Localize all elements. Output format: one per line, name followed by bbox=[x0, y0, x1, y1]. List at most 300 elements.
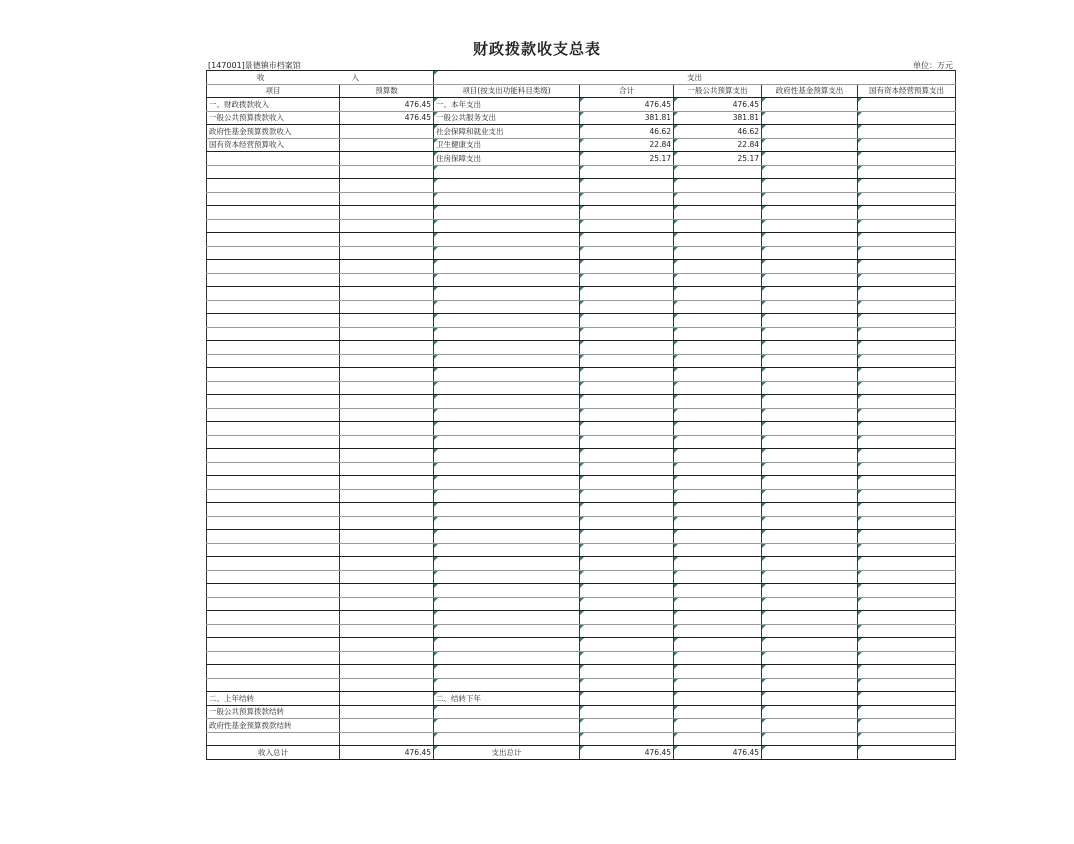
cell-income-budget bbox=[340, 327, 434, 341]
cell-expense-item bbox=[434, 327, 580, 341]
cell-expense-capital bbox=[858, 179, 956, 193]
organization-label: [147001]景德镇市档案馆 bbox=[208, 61, 301, 70]
cell-expense-fund bbox=[762, 584, 858, 598]
cell-expense-general bbox=[674, 624, 762, 638]
cell-income-item bbox=[207, 557, 340, 571]
cell-expense-capital bbox=[858, 165, 956, 179]
cell-expense-total bbox=[580, 273, 674, 287]
cell-expense-capital bbox=[858, 449, 956, 463]
cell-income-budget bbox=[340, 611, 434, 625]
cell-expense-total bbox=[580, 489, 674, 503]
cell-expense-capital bbox=[858, 516, 956, 530]
cell-expense-fund bbox=[762, 530, 858, 544]
cell-expense-general bbox=[674, 422, 762, 436]
cell-expense-capital bbox=[858, 152, 956, 166]
cell-expense-fund bbox=[762, 489, 858, 503]
cell-expense-total bbox=[580, 206, 674, 220]
cell-expense-general bbox=[674, 219, 762, 233]
cell-expense-total bbox=[580, 476, 674, 490]
table-row bbox=[207, 678, 956, 692]
cell-expense-fund bbox=[762, 638, 858, 652]
cell-expense-general bbox=[674, 273, 762, 287]
cell-expense-fund bbox=[762, 179, 858, 193]
table-row bbox=[207, 705, 956, 719]
cell-income-item: 收入总计 bbox=[207, 746, 340, 760]
cell-income-item bbox=[207, 611, 340, 625]
section-header-row bbox=[207, 71, 956, 85]
cell-income-item bbox=[207, 651, 340, 665]
cell-expense-general bbox=[674, 435, 762, 449]
cell-income-budget bbox=[340, 422, 434, 436]
cell-expense-total: 476.45 bbox=[580, 746, 674, 760]
cell-expense-total bbox=[580, 503, 674, 517]
cell-income-budget bbox=[340, 597, 434, 611]
column-header-row bbox=[207, 84, 956, 98]
cell-expense-fund bbox=[762, 206, 858, 220]
cell-expense-item bbox=[434, 732, 580, 746]
cell-income-budget bbox=[340, 152, 434, 166]
totals-row bbox=[207, 746, 956, 760]
cell-expense-capital bbox=[858, 300, 956, 314]
table-row bbox=[207, 611, 956, 625]
table-row bbox=[207, 125, 956, 139]
cell-expense-total bbox=[580, 665, 674, 679]
table-row bbox=[207, 206, 956, 220]
cell-expense-capital bbox=[858, 287, 956, 301]
cell-expense-total bbox=[580, 516, 674, 530]
cell-expense-capital bbox=[858, 530, 956, 544]
table-row bbox=[207, 557, 956, 571]
cell-expense-fund bbox=[762, 327, 858, 341]
cell-expense-item: 支出总计 bbox=[434, 746, 580, 760]
cell-income-budget bbox=[340, 381, 434, 395]
cell-expense-capital bbox=[858, 462, 956, 476]
cell-expense-total bbox=[580, 327, 674, 341]
cell-expense-general bbox=[674, 408, 762, 422]
cell-income-budget: 476.45 bbox=[340, 111, 434, 125]
table-row bbox=[207, 300, 956, 314]
cell-income-budget bbox=[340, 584, 434, 598]
table-row bbox=[207, 395, 956, 409]
cell-expense-capital bbox=[858, 665, 956, 679]
cell-expense-total bbox=[580, 638, 674, 652]
cell-income-item bbox=[207, 314, 340, 328]
cell-income-budget bbox=[340, 233, 434, 247]
budget-table bbox=[206, 70, 956, 760]
table-row bbox=[207, 732, 956, 746]
cell-income-item bbox=[207, 516, 340, 530]
cell-income-item bbox=[207, 233, 340, 247]
cell-expense-total bbox=[580, 179, 674, 193]
cell-expense-fund bbox=[762, 678, 858, 692]
cell-expense-item: 卫生健康支出 bbox=[434, 138, 580, 152]
cell-income-budget bbox=[340, 503, 434, 517]
cell-expense-total bbox=[580, 435, 674, 449]
cell-income-budget bbox=[340, 206, 434, 220]
cell-expense-item bbox=[434, 543, 580, 557]
cell-expense-capital bbox=[858, 206, 956, 220]
cell-expense-total bbox=[580, 624, 674, 638]
cell-expense-general: 476.45 bbox=[674, 746, 762, 760]
cell-income-budget bbox=[340, 530, 434, 544]
cell-expense-fund bbox=[762, 611, 858, 625]
cell-expense-general bbox=[674, 233, 762, 247]
cell-income-budget bbox=[340, 462, 434, 476]
cell-expense-total bbox=[580, 530, 674, 544]
cell-income-item bbox=[207, 678, 340, 692]
cell-expense-item bbox=[434, 705, 580, 719]
cell-income-item bbox=[207, 368, 340, 382]
table-row bbox=[207, 381, 956, 395]
cell-expense-capital bbox=[858, 192, 956, 206]
cell-expense-capital bbox=[858, 570, 956, 584]
cell-expense-item bbox=[434, 300, 580, 314]
cell-income-budget bbox=[340, 476, 434, 490]
col-header-total: 合计 bbox=[580, 84, 674, 98]
cell-income-budget bbox=[340, 179, 434, 193]
cell-expense-total bbox=[580, 543, 674, 557]
table-row bbox=[207, 327, 956, 341]
cell-expense-capital bbox=[858, 260, 956, 274]
cell-expense-capital bbox=[858, 408, 956, 422]
cell-expense-total bbox=[580, 678, 674, 692]
table-row bbox=[207, 624, 956, 638]
col-header-general: 一般公共预算支出 bbox=[674, 84, 762, 98]
table-row bbox=[207, 192, 956, 206]
cell-expense-general bbox=[674, 206, 762, 220]
table-row bbox=[207, 584, 956, 598]
cell-expense-fund bbox=[762, 692, 858, 706]
cell-income-budget bbox=[340, 489, 434, 503]
cell-expense-general bbox=[674, 597, 762, 611]
cell-income-item bbox=[207, 300, 340, 314]
table-row bbox=[207, 152, 956, 166]
cell-expense-fund bbox=[762, 138, 858, 152]
cell-income-item bbox=[207, 584, 340, 598]
cell-expense-general bbox=[674, 503, 762, 517]
cell-income-item bbox=[207, 327, 340, 341]
cell-expense-total bbox=[580, 584, 674, 598]
cell-expense-capital bbox=[858, 638, 956, 652]
table-row bbox=[207, 665, 956, 679]
cell-expense-fund bbox=[762, 746, 858, 760]
cell-expense-item bbox=[434, 651, 580, 665]
cell-expense-general bbox=[674, 543, 762, 557]
cell-expense-total bbox=[580, 314, 674, 328]
table-row bbox=[207, 179, 956, 193]
cell-expense-total bbox=[580, 597, 674, 611]
cell-expense-total bbox=[580, 165, 674, 179]
cell-income-item bbox=[207, 476, 340, 490]
cell-expense-total bbox=[580, 422, 674, 436]
cell-expense-general bbox=[674, 489, 762, 503]
cell-income-item bbox=[207, 381, 340, 395]
cell-income-item bbox=[207, 260, 340, 274]
cell-income-budget bbox=[340, 543, 434, 557]
cell-expense-total bbox=[580, 449, 674, 463]
cell-expense-general: 22.84 bbox=[674, 138, 762, 152]
cell-expense-fund bbox=[762, 354, 858, 368]
cell-expense-fund bbox=[762, 503, 858, 517]
cell-expense-item: 一般公共服务支出 bbox=[434, 111, 580, 125]
cell-expense-fund bbox=[762, 287, 858, 301]
cell-expense-total bbox=[580, 732, 674, 746]
cell-income-budget bbox=[340, 692, 434, 706]
cell-expense-item bbox=[434, 192, 580, 206]
cell-expense-total: 476.45 bbox=[580, 98, 674, 112]
cell-expense-item bbox=[434, 597, 580, 611]
cell-expense-item bbox=[434, 287, 580, 301]
cell-expense-capital bbox=[858, 341, 956, 355]
cell-expense-capital bbox=[858, 651, 956, 665]
table-row bbox=[207, 98, 956, 112]
cell-income-budget bbox=[340, 719, 434, 733]
table-row bbox=[207, 570, 956, 584]
cell-income-item bbox=[207, 408, 340, 422]
cell-expense-capital bbox=[858, 732, 956, 746]
cell-expense-item bbox=[434, 368, 580, 382]
cell-expense-capital bbox=[858, 543, 956, 557]
table-row bbox=[207, 233, 956, 247]
cell-income-budget bbox=[340, 651, 434, 665]
cell-expense-capital bbox=[858, 138, 956, 152]
cell-income-item: 国有资本经营预算收入 bbox=[207, 138, 340, 152]
cell-expense-fund bbox=[762, 705, 858, 719]
cell-income-item bbox=[207, 395, 340, 409]
cell-expense-general bbox=[674, 557, 762, 571]
cell-expense-capital bbox=[858, 503, 956, 517]
cell-expense-item bbox=[434, 638, 580, 652]
table-row bbox=[207, 489, 956, 503]
cell-expense-general bbox=[674, 368, 762, 382]
cell-expense-item bbox=[434, 570, 580, 584]
cell-expense-general bbox=[674, 246, 762, 260]
cell-expense-item bbox=[434, 314, 580, 328]
cell-expense-fund bbox=[762, 422, 858, 436]
cell-income-budget bbox=[340, 557, 434, 571]
cell-income-item bbox=[207, 192, 340, 206]
cell-expense-total bbox=[580, 341, 674, 355]
cell-expense-general bbox=[674, 692, 762, 706]
col-header-capital: 国有资本经营预算支出 bbox=[858, 84, 956, 98]
cell-income-budget: 476.45 bbox=[340, 746, 434, 760]
cell-income-budget bbox=[340, 354, 434, 368]
cell-income-item bbox=[207, 597, 340, 611]
cell-expense-total bbox=[580, 300, 674, 314]
cell-expense-fund bbox=[762, 152, 858, 166]
cell-income-budget bbox=[340, 314, 434, 328]
cell-expense-item bbox=[434, 219, 580, 233]
table-row bbox=[207, 260, 956, 274]
cell-expense-total bbox=[580, 233, 674, 247]
cell-income-item: 政府性基金预算拨款收入 bbox=[207, 125, 340, 139]
cell-income-budget bbox=[340, 300, 434, 314]
cell-expense-total bbox=[580, 219, 674, 233]
cell-income-budget bbox=[340, 408, 434, 422]
cell-income-budget bbox=[340, 570, 434, 584]
table-row bbox=[207, 476, 956, 490]
cell-expense-total bbox=[580, 705, 674, 719]
cell-expense-total bbox=[580, 611, 674, 625]
cell-income-budget bbox=[340, 732, 434, 746]
cell-expense-general bbox=[674, 678, 762, 692]
cell-expense-general bbox=[674, 611, 762, 625]
cell-expense-total: 381.81 bbox=[580, 111, 674, 125]
cell-expense-fund bbox=[762, 476, 858, 490]
col-header-budget: 预算数 bbox=[340, 84, 434, 98]
cell-income-item: 一般公共预算拨款结转 bbox=[207, 705, 340, 719]
cell-income-budget bbox=[340, 705, 434, 719]
cell-expense-item bbox=[434, 435, 580, 449]
cell-income-item bbox=[207, 732, 340, 746]
cell-income-item: 一、财政拨款收入 bbox=[207, 98, 340, 112]
cell-expense-capital bbox=[858, 246, 956, 260]
table-row bbox=[207, 435, 956, 449]
table-row bbox=[207, 287, 956, 301]
cell-expense-fund bbox=[762, 314, 858, 328]
cell-expense-total bbox=[580, 246, 674, 260]
cell-expense-item bbox=[434, 233, 580, 247]
cell-expense-item: 二、结转下年 bbox=[434, 692, 580, 706]
cell-expense-fund bbox=[762, 233, 858, 247]
cell-income-item bbox=[207, 179, 340, 193]
cell-expense-general bbox=[674, 719, 762, 733]
cell-expense-general bbox=[674, 476, 762, 490]
cell-expense-item bbox=[434, 624, 580, 638]
cell-expense-capital bbox=[858, 705, 956, 719]
cell-expense-capital bbox=[858, 435, 956, 449]
cell-expense-capital bbox=[858, 476, 956, 490]
cell-expense-fund bbox=[762, 557, 858, 571]
cell-expense-total: 46.62 bbox=[580, 125, 674, 139]
table-row bbox=[207, 354, 956, 368]
cell-expense-fund bbox=[762, 98, 858, 112]
table-row bbox=[207, 530, 956, 544]
cell-expense-fund bbox=[762, 300, 858, 314]
cell-expense-total bbox=[580, 651, 674, 665]
cell-expense-capital bbox=[858, 611, 956, 625]
table-row bbox=[207, 719, 956, 733]
cell-expense-item: 一、本年支出 bbox=[434, 98, 580, 112]
cell-expense-capital bbox=[858, 597, 956, 611]
cell-income-budget bbox=[340, 368, 434, 382]
cell-income-item bbox=[207, 422, 340, 436]
cell-income-item bbox=[207, 570, 340, 584]
cell-income-item bbox=[207, 354, 340, 368]
cell-expense-general bbox=[674, 341, 762, 355]
cell-expense-item bbox=[434, 165, 580, 179]
table-row bbox=[207, 462, 956, 476]
cell-expense-item bbox=[434, 462, 580, 476]
cell-expense-capital bbox=[858, 557, 956, 571]
cell-income-budget bbox=[340, 435, 434, 449]
cell-income-budget bbox=[340, 246, 434, 260]
cell-expense-item bbox=[434, 476, 580, 490]
cell-expense-capital bbox=[858, 746, 956, 760]
cell-income-budget bbox=[340, 341, 434, 355]
cell-expense-fund bbox=[762, 665, 858, 679]
cell-expense-item bbox=[434, 179, 580, 193]
cell-income-item bbox=[207, 165, 340, 179]
cell-expense-total bbox=[580, 381, 674, 395]
cell-income-item bbox=[207, 341, 340, 355]
cell-expense-fund bbox=[762, 408, 858, 422]
table-row bbox=[207, 543, 956, 557]
cell-expense-capital bbox=[858, 422, 956, 436]
cell-expense-item bbox=[434, 678, 580, 692]
cell-expense-item bbox=[434, 341, 580, 355]
cell-income-item bbox=[207, 638, 340, 652]
cell-expense-item bbox=[434, 503, 580, 517]
cell-income-budget bbox=[340, 125, 434, 139]
table-row bbox=[207, 449, 956, 463]
cell-expense-total bbox=[580, 192, 674, 206]
cell-expense-capital bbox=[858, 354, 956, 368]
table-row bbox=[207, 138, 956, 152]
cell-expense-general bbox=[674, 651, 762, 665]
cell-expense-general bbox=[674, 192, 762, 206]
table-row bbox=[207, 408, 956, 422]
cell-expense-item bbox=[434, 246, 580, 260]
cell-expense-general bbox=[674, 665, 762, 679]
cell-expense-general: 476.45 bbox=[674, 98, 762, 112]
table-row bbox=[207, 219, 956, 233]
cell-expense-general bbox=[674, 462, 762, 476]
cell-expense-item: 社会保障和就业支出 bbox=[434, 125, 580, 139]
cell-expense-fund bbox=[762, 435, 858, 449]
cell-income-budget bbox=[340, 449, 434, 463]
cell-expense-total: 22.84 bbox=[580, 138, 674, 152]
cell-income-item bbox=[207, 624, 340, 638]
cell-expense-general bbox=[674, 395, 762, 409]
cell-expense-total bbox=[580, 408, 674, 422]
cell-income-item bbox=[207, 273, 340, 287]
cell-expense-item bbox=[434, 489, 580, 503]
cell-expense-general bbox=[674, 584, 762, 598]
cell-expense-capital bbox=[858, 381, 956, 395]
cell-expense-capital bbox=[858, 624, 956, 638]
cell-expense-general bbox=[674, 449, 762, 463]
cell-expense-fund bbox=[762, 246, 858, 260]
cell-income-budget bbox=[340, 260, 434, 274]
income-section-header: 收 入 bbox=[207, 71, 434, 85]
cell-expense-fund bbox=[762, 341, 858, 355]
cell-income-item bbox=[207, 287, 340, 301]
table-row bbox=[207, 651, 956, 665]
table-row bbox=[207, 246, 956, 260]
cell-expense-general bbox=[674, 530, 762, 544]
cell-income-budget bbox=[340, 219, 434, 233]
cell-expense-item bbox=[434, 206, 580, 220]
cell-expense-item bbox=[434, 260, 580, 274]
cell-expense-general bbox=[674, 570, 762, 584]
table-row bbox=[207, 165, 956, 179]
cell-expense-fund bbox=[762, 219, 858, 233]
unit-label: 单位：万元 bbox=[913, 61, 953, 70]
cell-income-item: 一般公共预算拨款收入 bbox=[207, 111, 340, 125]
cell-income-budget: 476.45 bbox=[340, 98, 434, 112]
cell-expense-general bbox=[674, 300, 762, 314]
table-row bbox=[207, 273, 956, 287]
cell-income-item: 二、上年结转 bbox=[207, 692, 340, 706]
cell-expense-general bbox=[674, 314, 762, 328]
cell-expense-capital bbox=[858, 584, 956, 598]
cell-expense-item bbox=[434, 449, 580, 463]
cell-expense-fund bbox=[762, 719, 858, 733]
table-row bbox=[207, 638, 956, 652]
table-row bbox=[207, 516, 956, 530]
cell-expense-fund bbox=[762, 516, 858, 530]
